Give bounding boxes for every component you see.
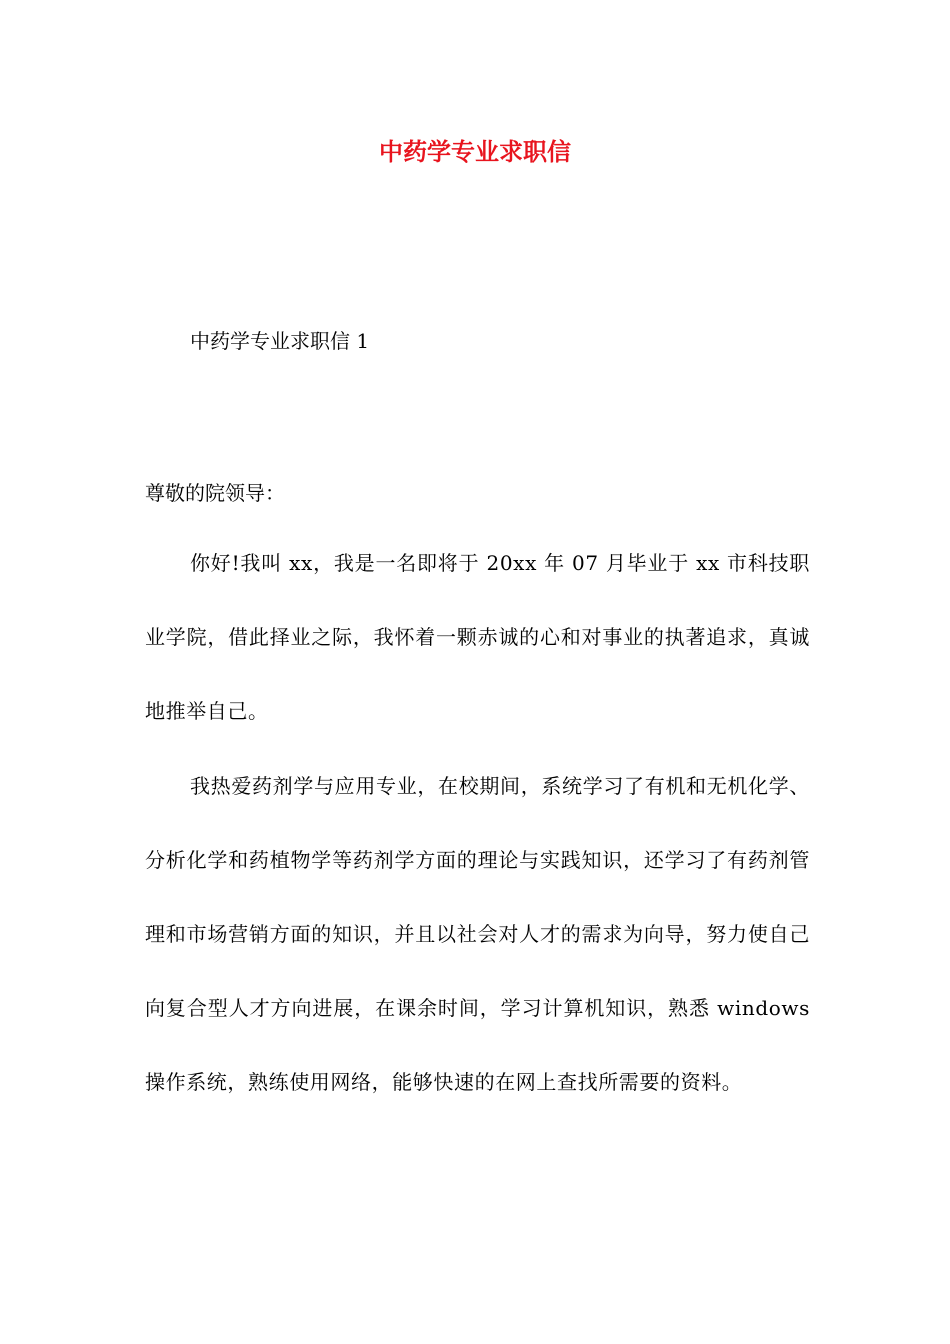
letter-subtitle: 中药学专业求职信 1 <box>190 329 370 353</box>
document-title: 中药学专业求职信 <box>379 137 571 166</box>
paragraph-introduction: 你好!我叫 xx，我是一名即将于 20xx 年 07 月毕业于 xx 市科技职业学院，借此择业之际，我怀着一颗赤诚的心和对事业的执著追求，真诚地推举自己。 <box>145 551 810 723</box>
salutation: 尊敬的院领导： <box>145 481 285 505</box>
paragraph-education: 我热爱药剂学与应用专业，在校期间，系统学习了有机和无机化学、分析化学和药植物学等药剂学方面的理论与实践知识，还学习了有药剂管理和市场营销方面的知识，并且以社会对人才的需求为向导，努力使自己向复合型人才方向进展，在课余时间，学习计算机知识，熟悉 windows 操作系统，熟练使用网络，能够快速的在网上查找所需要的资料。 <box>145 774 810 1094</box>
